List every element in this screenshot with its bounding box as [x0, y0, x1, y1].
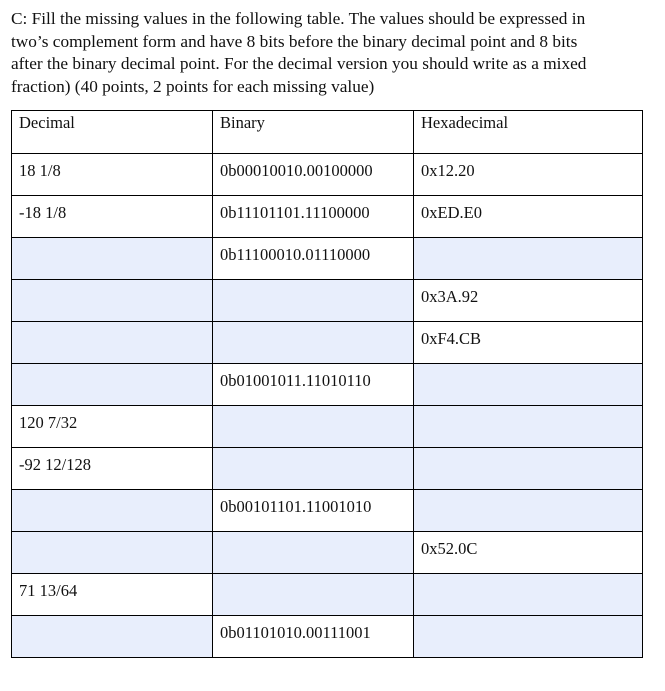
table-row [12, 196, 643, 238]
blank-decimal-cell[interactable] [12, 364, 213, 406]
blank-hexadecimal-cell[interactable] [414, 238, 643, 280]
blank-hexadecimal-cell[interactable] [414, 574, 643, 616]
blank-hexadecimal-cell[interactable] [414, 616, 643, 658]
blank-hexadecimal-cell[interactable] [414, 448, 643, 490]
table-row [12, 364, 643, 406]
table-row [12, 574, 643, 616]
table-header-row [12, 111, 643, 154]
prompt-line-2: two’s complement form and have 8 bits before the binary decimal point and 8 bits [11, 31, 578, 51]
blank-hexadecimal-cell[interactable] [414, 364, 643, 406]
blank-hexadecimal-cell[interactable] [414, 406, 643, 448]
table-row [12, 406, 643, 448]
binary-cell: 0b00101101.11001010 [213, 490, 414, 532]
conversion-table [11, 110, 643, 658]
blank-decimal-cell[interactable] [12, 532, 213, 574]
header-hexadecimal: Hexadecimal [414, 111, 643, 154]
blank-binary-cell[interactable] [213, 322, 414, 364]
decimal-cell: -18 1/8 [12, 196, 213, 238]
decimal-cell: 18 1/8 [12, 154, 213, 196]
table-row [12, 238, 643, 280]
decimal-cell: 71 13/64 [12, 574, 213, 616]
question-prompt [11, 8, 651, 98]
blank-decimal-cell[interactable] [12, 280, 213, 322]
binary-cell: 0b11101101.11100000 [213, 196, 414, 238]
prompt-line-4: fraction) (40 points, 2 points for each missing value) [11, 76, 375, 96]
hexadecimal-cell: 0x3A.92 [414, 280, 643, 322]
blank-binary-cell[interactable] [213, 448, 414, 490]
blank-decimal-cell[interactable] [12, 616, 213, 658]
blank-decimal-cell[interactable] [12, 322, 213, 364]
blank-hexadecimal-cell[interactable] [414, 490, 643, 532]
table-row [12, 154, 643, 196]
hexadecimal-cell: 0xF4.CB [414, 322, 643, 364]
table-row [12, 616, 643, 658]
binary-cell: 0b01101010.00111001 [213, 616, 414, 658]
blank-binary-cell[interactable] [213, 406, 414, 448]
table-row [12, 280, 643, 322]
hexadecimal-cell: 0x52.0C [414, 532, 643, 574]
blank-decimal-cell[interactable] [12, 238, 213, 280]
binary-cell: 0b01001011.11010110 [213, 364, 414, 406]
binary-cell: 0b11100010.01110000 [213, 238, 414, 280]
table-row [12, 490, 643, 532]
header-binary: Binary [213, 111, 414, 154]
header-decimal: Decimal [12, 111, 213, 154]
binary-cell: 0b00010010.00100000 [213, 154, 414, 196]
table-body [12, 154, 643, 658]
prompt-line-3: after the binary decimal point. For the decimal version you should write as a mixed [11, 54, 587, 73]
hexadecimal-cell: 0x12.20 [414, 154, 643, 196]
table-row [12, 322, 643, 364]
decimal-cell: -92 12/128 [12, 448, 213, 490]
table-row [12, 448, 643, 490]
blank-decimal-cell[interactable] [12, 490, 213, 532]
blank-binary-cell[interactable] [213, 574, 414, 616]
prompt-line-1: C: Fill the missing values in the following table. The values should be expressed in [11, 9, 586, 28]
blank-binary-cell[interactable] [213, 280, 414, 322]
table-row [12, 532, 643, 574]
hexadecimal-cell: 0xED.E0 [414, 196, 643, 238]
blank-binary-cell[interactable] [213, 532, 414, 574]
decimal-cell: 120 7/32 [12, 406, 213, 448]
